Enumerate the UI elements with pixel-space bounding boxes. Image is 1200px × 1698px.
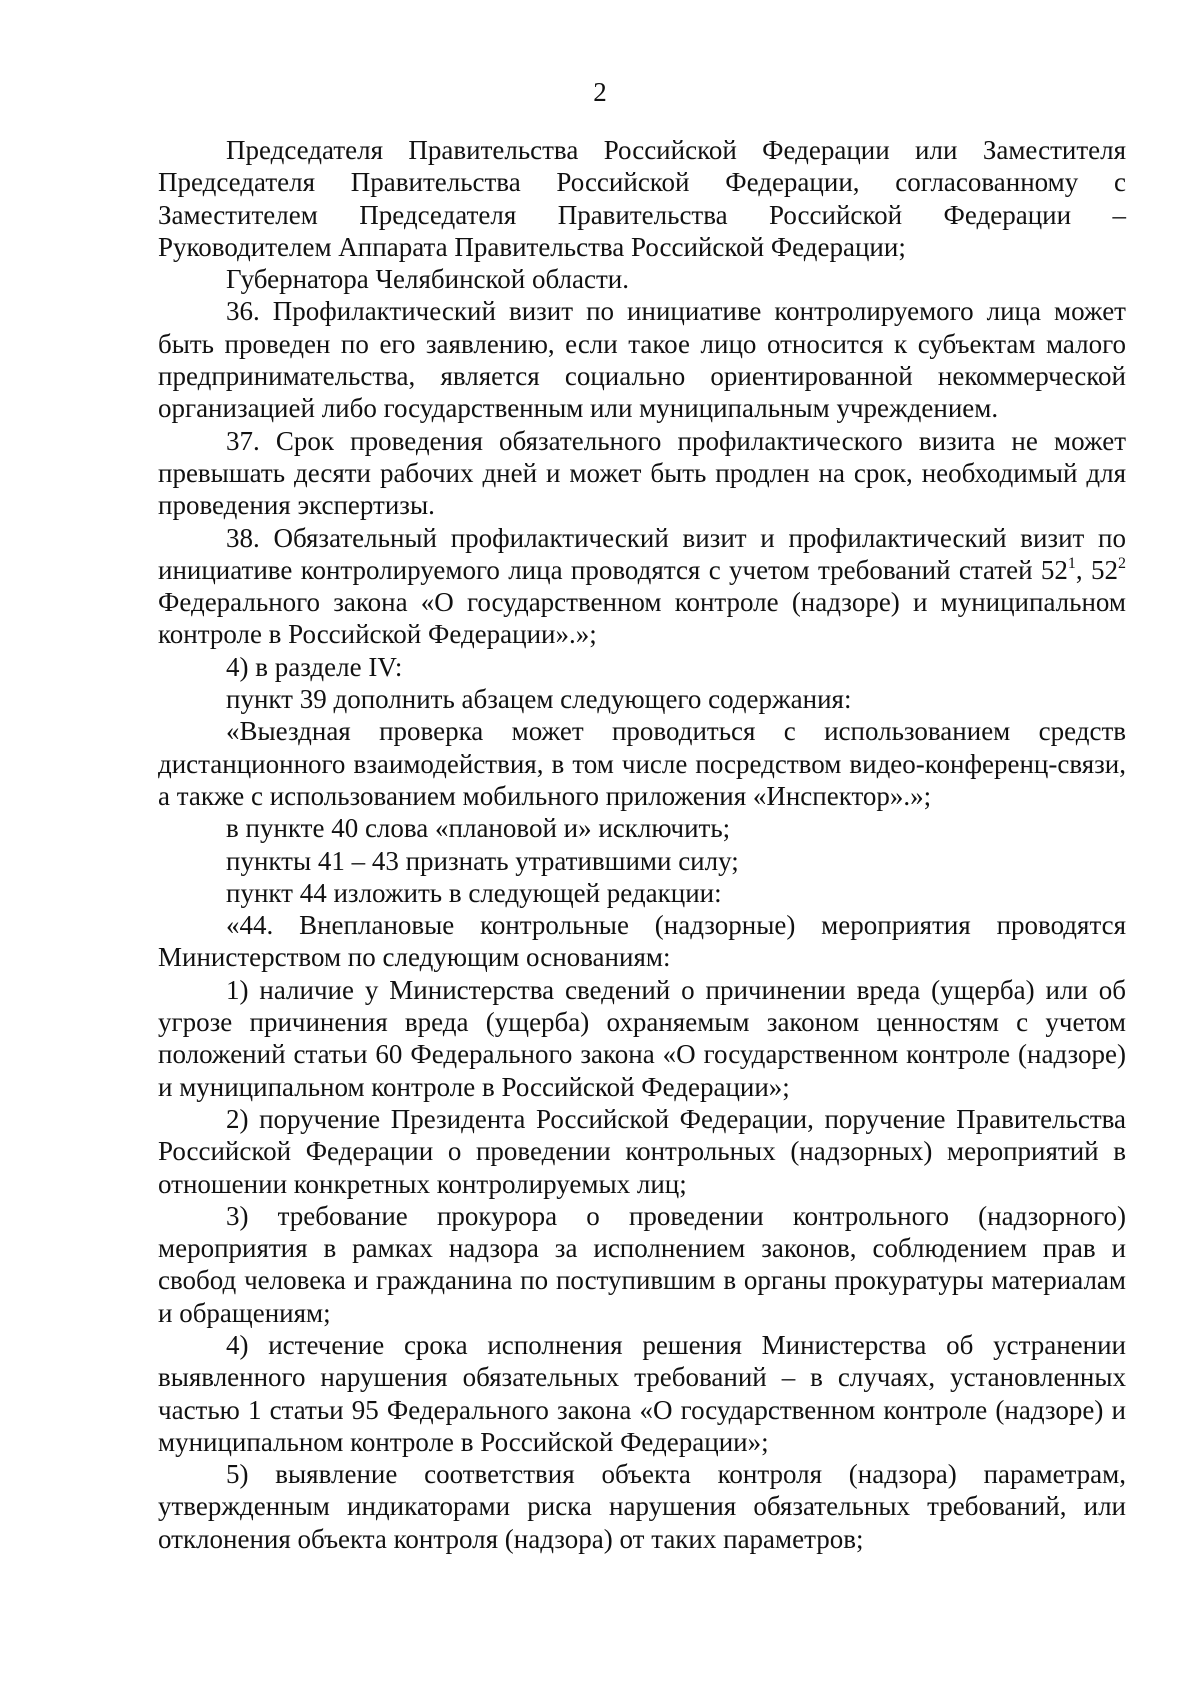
paragraph-item-44: «44. Внеплановые контрольные (надзорные) мероприятия проводятся Министерством по следующим основаниям: [158, 910, 1126, 973]
paragraph-item-38 [158, 522, 1126, 651]
paragraph-item-36: 36. Профилактический визит по инициативе контролируемого лица может быть проведен по его заявлению, если такое лицо относится к субъектам малого предпринимательства, является социально ориентированной некоммерческой организацией либо государственным или муниципальным учреждением. [158, 296, 1126, 424]
paragraph-item-38-text-3: Федерального закона «О государственном контроле (надзоре) и муниципальном контроле в Российской Федерации».»; [158, 587, 1126, 650]
paragraph-basis-1: 1) наличие у Министерства сведений о причинении вреда (ущерба) или об угрозе причинения вреда (ущерба) охраняемым законом ценностям с учетом положений статьи 60 Федерального закона «О государственном контроле (надзоре) и муниципальном контроле в Российской Федерации»; [158, 974, 1126, 1102]
paragraph-section-iv: 4) в разделе IV: [226, 651, 403, 682]
superscript-1: 1 [1067, 554, 1076, 572]
paragraph-item-39-intro: пункт 39 дополнить абзацем следующего содержания: [226, 684, 852, 715]
paragraph-governor: Губернатора Челябинской области. [226, 264, 629, 295]
paragraph-basis-3: 3) требование прокурора о проведении контрольного (надзорного) мероприятия в рамках надзора за исполнением законов, соблюдением прав и свобод человека и гражданина по поступившим в органы прокуратуры материалам и обращениям; [158, 1200, 1126, 1328]
paragraph-item-40: в пункте 40 слова «плановой и» исключить; [226, 813, 731, 844]
paragraph-basis-5: 5) выявление соответствия объекта контроля (надзора) параметрам, утвержденным индикаторами риска нарушения обязательных требований, или отклонения объекта контроля (надзора) от таких параметров; [158, 1459, 1126, 1554]
paragraph-item-38-text-1: 38. Обязательный профилактический визит и профилактический визит по инициативе контролируемого лица проводятся с учетом требований статей 52 [158, 522, 1126, 585]
paragraph-basis-4: 4) истечение срока исполнения решения Министерства об устранении выявленного нарушения обязательных требований – в случаях, установленных частью 1 статьи 95 Федерального закона «О государственном контроле (надзоре) и муниципальном контроле в Российской Федерации»; [158, 1329, 1126, 1457]
paragraph-item-39-quote: «Выездная проверка может проводиться с использованием средств дистанционного взаимодействия, в том числе посредством видео-конференц-связи, а также с использованием мобильного приложения «Инспектор».»; [158, 716, 1126, 811]
paragraph-continuation: Председателя Правительства Российской Федерации или Заместителя Председателя Правительства Российской Федерации, согласованному с Заместителем Председателя Правительства Российской Федерации – Руководителем Аппарата Правительства Российской Федерации; [158, 135, 1126, 262]
paragraph-item-38-text-2: , 52 [1075, 554, 1118, 585]
paragraph-item-44-intro: пункт 44 изложить в следующей редакции: [226, 877, 722, 908]
paragraph-item-37: 37. Срок проведения обязательного профилактического визита не может превышать десяти рабочих дней и может быть продлен на срок, необходимый для проведения экспертизы. [158, 425, 1126, 521]
superscript-2: 2 [1118, 554, 1126, 572]
document-body [158, 134, 1126, 1555]
paragraph-basis-2: 2) поручение Президента Российской Федерации, поручение Правительства Российской Федерации о проведении контрольных (надзорных) мероприятий в отношении конкретных контролируемых лиц; [158, 1103, 1126, 1199]
page-number: 2 [593, 77, 607, 107]
paragraph-items-41-43: пункты 41 – 43 признать утратившими силу; [226, 845, 739, 876]
